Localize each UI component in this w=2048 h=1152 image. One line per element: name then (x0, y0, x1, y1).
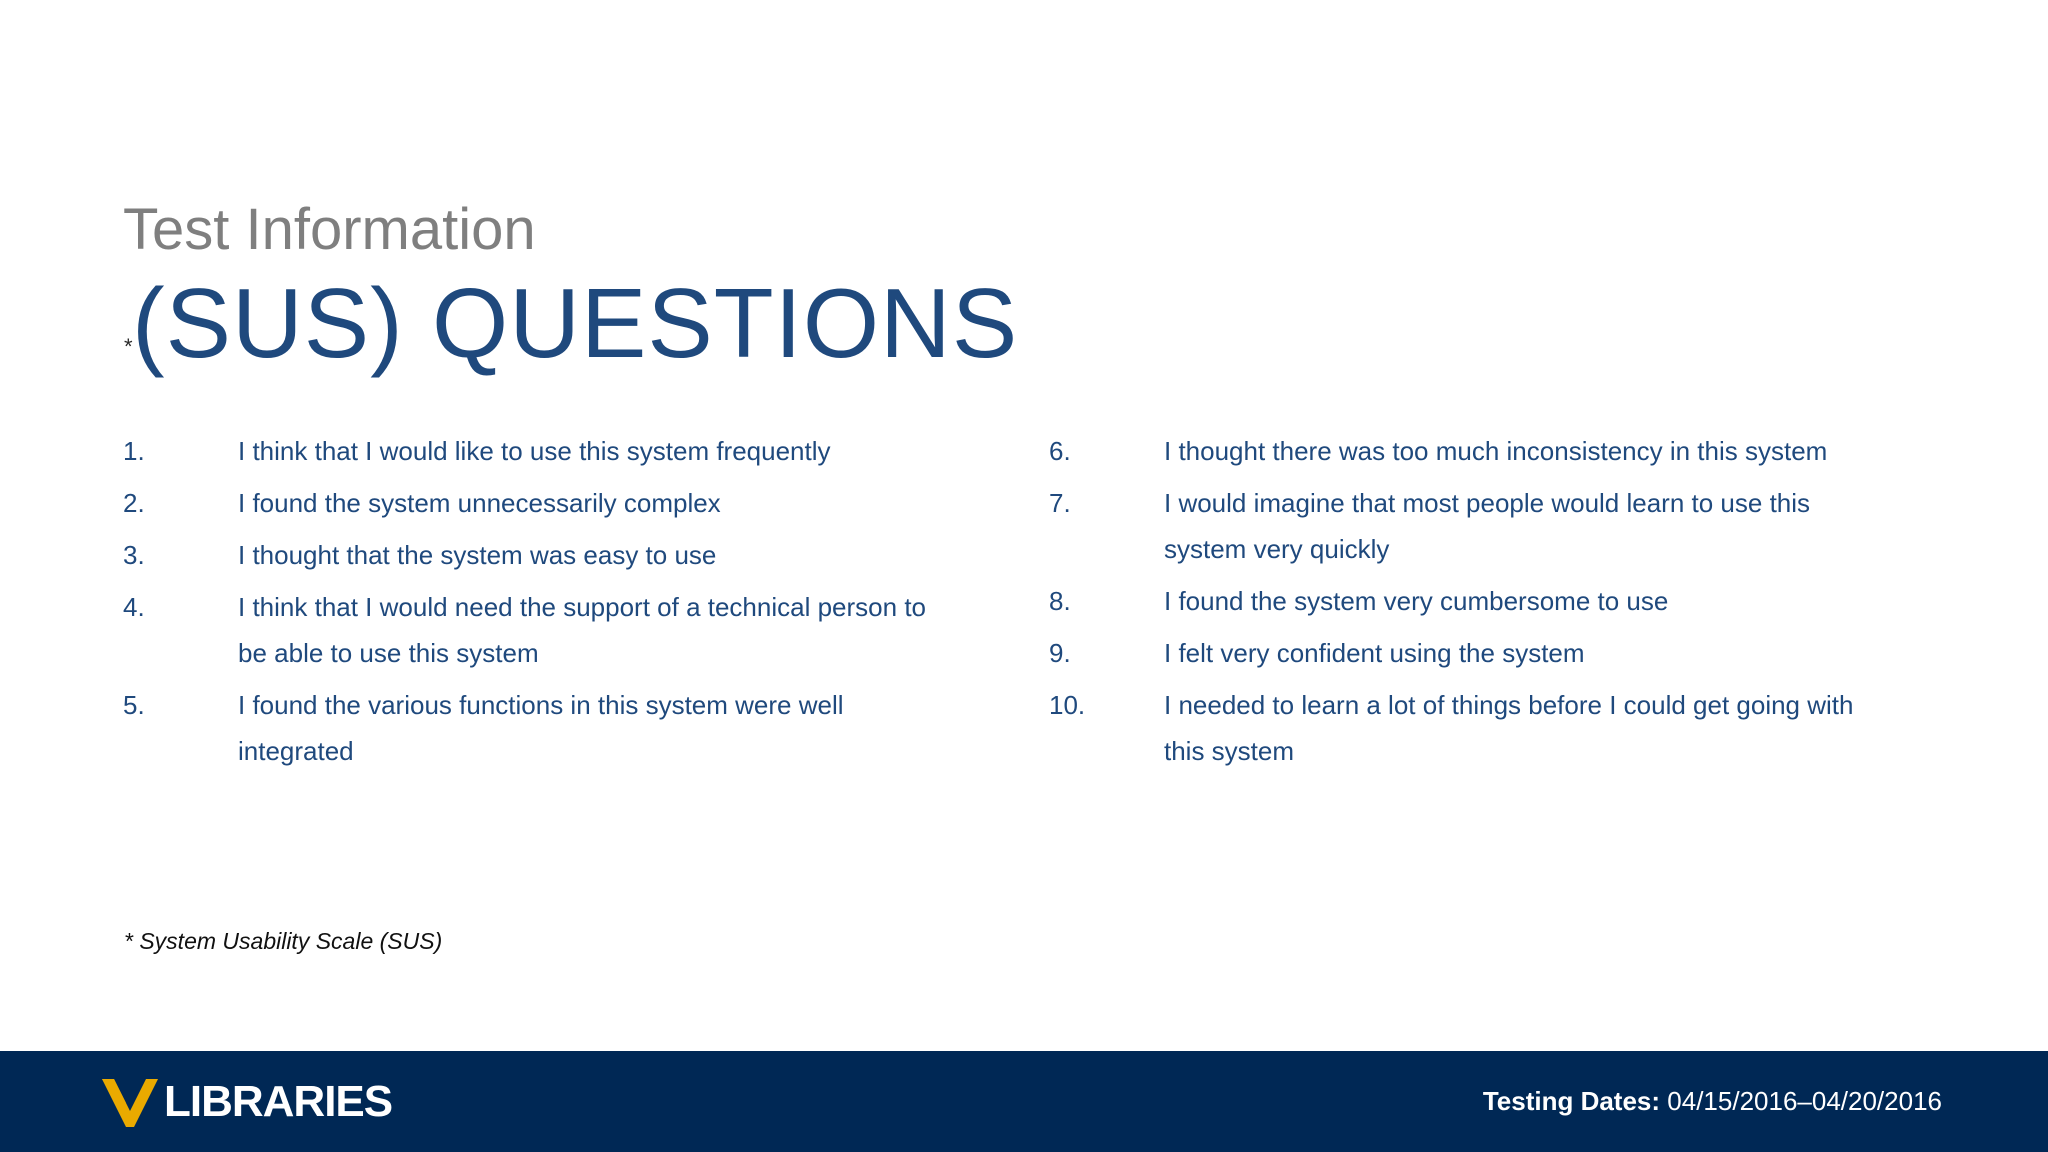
questions-list-left (123, 428, 943, 780)
logo-text: LIBRARIES (164, 1077, 393, 1126)
wv-flying-wv-logo-icon (100, 1073, 160, 1131)
testing-dates-label: Testing Dates: (1482, 1086, 1661, 1116)
question-number: 10. (1049, 690, 1086, 720)
question-number: 1. (123, 436, 145, 466)
slide-subtitle: Test Information (123, 197, 536, 262)
question-number: 5. (123, 690, 145, 720)
list-item (123, 428, 943, 474)
list-item (1049, 682, 1889, 774)
footnote: * System Usability Scale (SUS) (124, 928, 443, 954)
testing-dates-value: 04/15/2016–04/20/2016 (1667, 1086, 1942, 1116)
question-text: I thought there was too much inconsistency in this system (1164, 436, 1828, 466)
list-item (123, 532, 943, 578)
slide-title: (SUS) QUESTIONS (132, 268, 1019, 378)
question-text: I think that I would like to use this system frequently (238, 436, 831, 466)
question-number: 3. (123, 540, 145, 570)
question-text: I found the system unnecessarily complex (238, 488, 721, 518)
question-number: 9. (1049, 638, 1071, 668)
libraries-logo (100, 1073, 392, 1131)
question-text: I needed to learn a lot of things before I could get going with this system (1164, 690, 1854, 766)
list-item (1049, 480, 1889, 572)
question-text: I felt very confident using the system (1164, 638, 1585, 668)
question-text: I would imagine that most people would learn to use this system very quickly (1164, 488, 1811, 564)
question-number: 7. (1049, 488, 1071, 518)
question-text: I thought that the system was easy to use (238, 540, 717, 570)
questions-list-right (1049, 428, 1889, 780)
question-number: 6. (1049, 436, 1071, 466)
list-item (123, 480, 943, 526)
list-item (1049, 428, 1889, 474)
footer-bar (0, 1051, 2048, 1152)
list-item (123, 682, 943, 774)
question-number: 2. (123, 488, 145, 518)
list-item (1049, 630, 1889, 676)
testing-dates (1483, 1081, 1942, 1121)
title-footnote-marker: * (124, 334, 133, 359)
list-item (123, 584, 943, 676)
question-text: I found the various functions in this system were well integrated (238, 690, 844, 766)
list-item (1049, 578, 1889, 624)
question-text: I found the system very cumbersome to use (1164, 586, 1669, 616)
question-number: 4. (123, 592, 145, 622)
question-number: 8. (1049, 586, 1071, 616)
question-text: I think that I would need the support of a technical person to be able to use this system (238, 592, 926, 668)
